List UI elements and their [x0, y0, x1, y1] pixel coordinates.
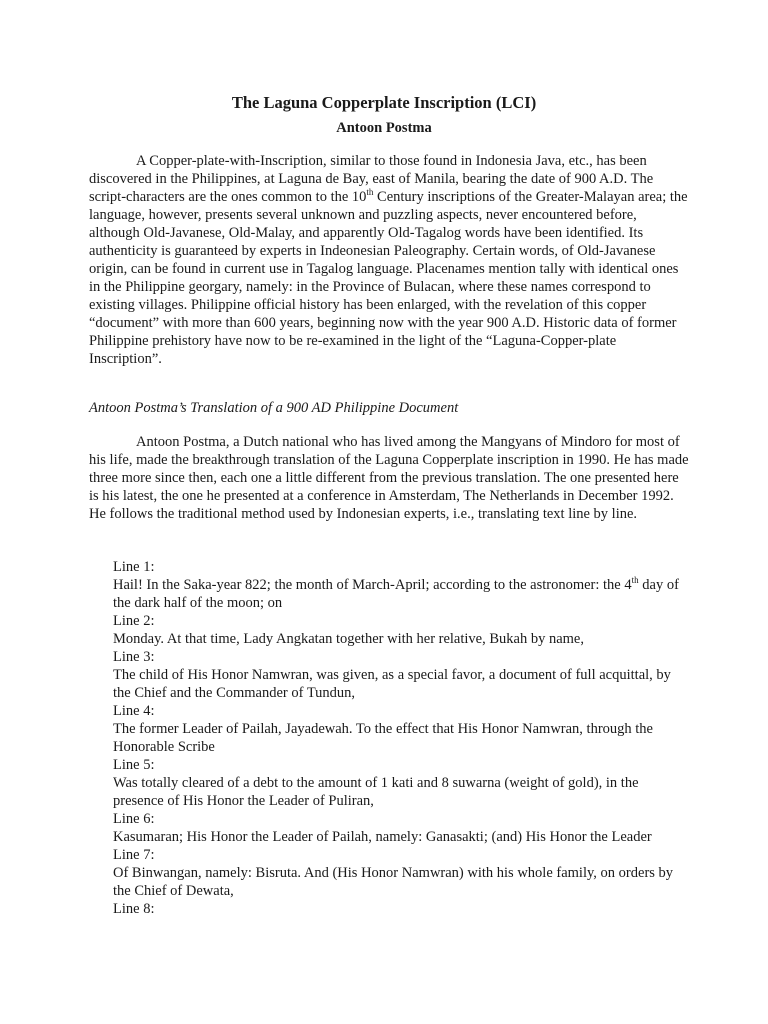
- document-author: Antoon Postma: [336, 120, 432, 136]
- line-text: Was totally cleared of a debt to the amount of 1 kati and 8 suwarna (weight of gold), in the presence of His Honor the Leader of Puliran,: [113, 775, 639, 809]
- section-heading: Antoon Postma’s Translation of a 900 AD Philippine Document: [89, 400, 459, 416]
- intro-text-2: Century inscriptions of the Greater-Malayan area; the language, however, presents several unknown and puzzling aspects, never encountered before, although Old-Javanese, Old-Malay, and apparently Old-Tagalog words have been identified. Its authenticity is guaranteed by experts in Indeonesian Paleography. Certain words, of Old-Javanese origin, can be found in current use in Tagalog language. Placenames mention tally with identical ones in the Philippine georgary, namely: in the Province of Bulacan, where these names correspond to existing villages. Philippine official history has been enlarged, with the revelation of this copper “document” with more than 600 years, beginning now with the year 900 A.D. Historic data of former Philippine prehistory have now to be re-examined in the light of the “Laguna-Copper-plate Inscription”.: [89, 189, 688, 367]
- line-label: Line 4:: [113, 703, 155, 719]
- line-text: Of Binwangan, namely: Bisruta. And (His Honor Namwran) with his whole family, on orders by the Chief of Dewata,: [113, 865, 674, 899]
- translation-intro-paragraph: Antoon Postma, a Dutch national who has lived among the Mangyans of Mindoro for most of his life, made the breakthrough translation of the Laguna Copperplate inscription in 1990. He has made three more since then, each one a little different from the previous translation. The one presented here is his latest, the one he presented at a conference in Amsterdam, The Netherlands in December 1992. He follows the traditional method used by Indonesian experts, i.e., translating text line by line.: [89, 434, 689, 522]
- document-title: The Laguna Copperplate Inscription (LCI): [231, 93, 537, 112]
- line-label: Line 2:: [113, 613, 155, 629]
- line-text: Kasumaran; His Honor the Leader of Pailah, namely: Ganasakti; (and) His Honor the Leader: [113, 829, 652, 845]
- line-label: Line 7:: [113, 847, 155, 863]
- line-label: Line 3:: [113, 649, 155, 665]
- line-text-part: Hail! In the Saka-year 822; the month of March-April; according to the astronomer: the 4: [113, 577, 632, 593]
- line-label: Line 5:: [113, 757, 155, 773]
- line-label: Line 6:: [113, 811, 155, 827]
- translation-lines: [113, 558, 691, 918]
- line-text: [113, 576, 691, 612]
- line-text-part: day of the dark half of the moon; on: [113, 577, 679, 611]
- line-label: Line 8:: [113, 901, 155, 917]
- line-label: Line 1:: [113, 559, 155, 575]
- line-text: The child of His Honor Namwran, was given, as a special favor, a document of full acquittal, by the Chief and the Commander of Tundun,: [113, 667, 671, 701]
- intro-superscript: th: [366, 187, 374, 198]
- line-text: Monday. At that time, Lady Angkatan together with her relative, Bukah by name,: [113, 631, 584, 647]
- line-text: The former Leader of Pailah, Jayadewah. To the effect that His Honor Namwran, through the Honorable Scribe: [113, 721, 653, 755]
- intro-century-number: 10: [351, 189, 367, 205]
- intro-text-1: A Copper-plate-with-Inscription, similar to those found in Indonesia Java, etc., has been discovered in the Philippines, at Laguna de Bay, east of Manila, bearing the date of 900 A.D. The script-characters are the ones common to the: [89, 153, 654, 205]
- line-superscript: th: [631, 575, 639, 586]
- intro-paragraph: [89, 152, 689, 368]
